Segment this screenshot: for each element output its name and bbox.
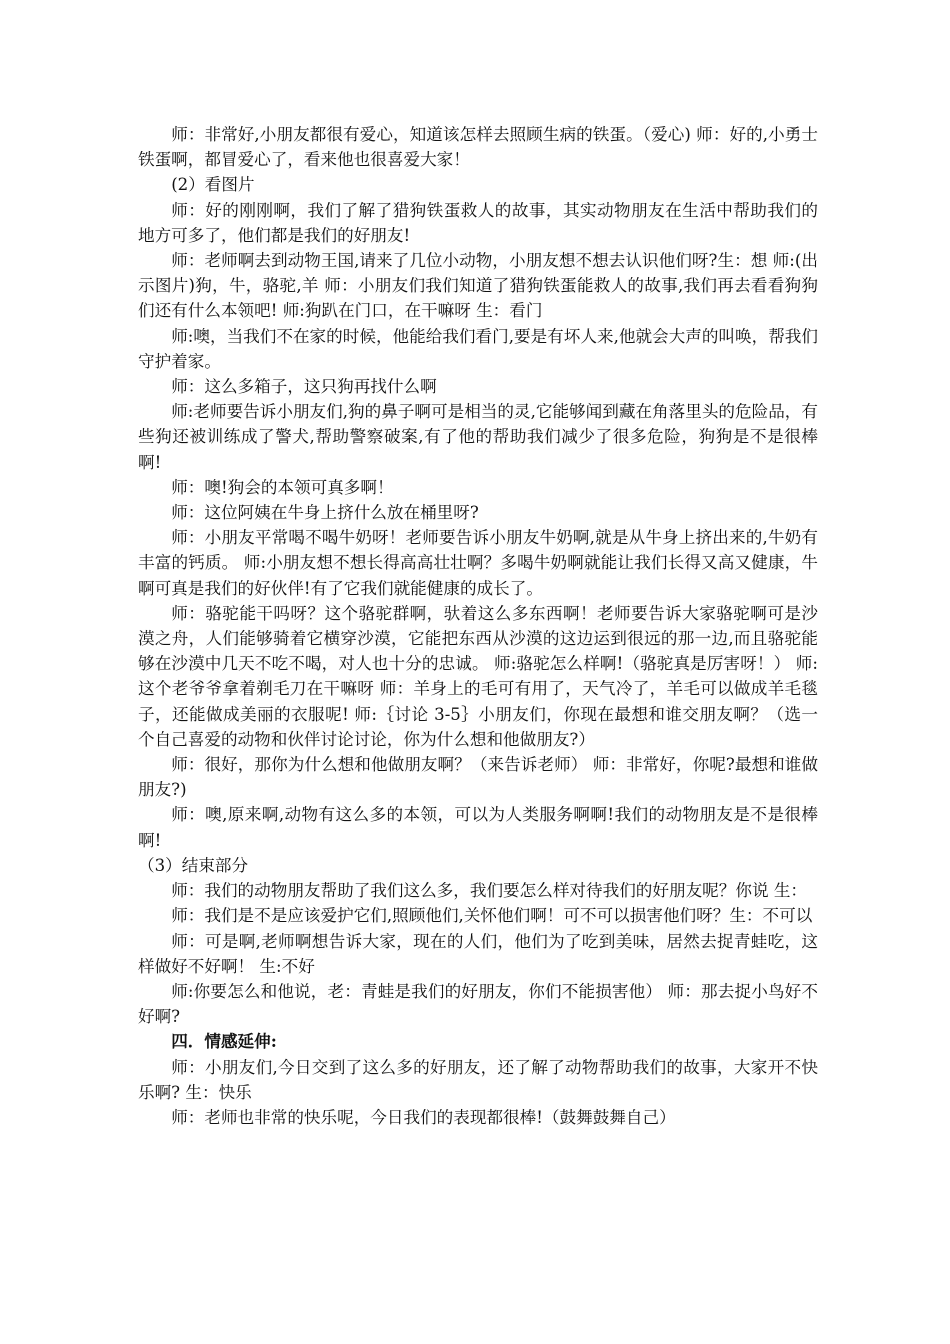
paragraph: 师：可是啊,老师啊想告诉大家，现在的人们，他们为了吃到美味，居然去捉青蛙吃，这样做好不好啊！ 生:不好 (138, 931, 818, 976)
paragraph: 师：小朋友平常喝不喝牛奶呀！老师要告诉小朋友牛奶啊,就是从牛身上挤出来的,牛奶有丰富的钙质。 师:小朋友想不想长得高高壮壮啊？多喝牛奶啊就能让我们长得又高又健康，牛啊可真是我们的好伙伴!有了它我们就能健康的成长了。 (138, 528, 818, 598)
paragraph: 师：噢,原来啊,动物有这么多的本领，可以为人类服务啊啊!我们的动物朋友是不是很棒啊! (138, 805, 818, 850)
section-heading: (2）看图片 (171, 175, 255, 195)
paragraph: 师：好的刚刚啊，我们了解了猎狗铁蛋救人的故事，其实动物朋友在生活中帮助我们的地方可多了，他们都是我们的好朋友! (138, 200, 818, 245)
paragraph: 师：很好，那你为什么想和他做朋友啊？（来告诉老师） 师：非常好，你呢?最想和谁做朋友?) (138, 755, 818, 800)
paragraph: 师：非常好,小朋友都很有爱心，知道该怎样去照顾生病的铁蛋。（爱心) 师：好的,小勇士铁蛋啊，都冒爱心了，看来他也很喜爱大家！ (138, 125, 818, 170)
paragraph: 师：噢!狗会的本领可真多啊！ (171, 477, 394, 497)
section-heading: （3）结束部分 (138, 855, 249, 875)
paragraph: 师：我们的动物朋友帮助了我们这么多，我们要怎么样对待我们的好朋友呢？你说 生： (171, 881, 808, 901)
paragraph: 师：老师啊去到动物王国,请来了几位小动物，小朋友想不想去认识他们呀?生：想 师:(出示图片)狗，牛，骆驼,羊 师：小朋友们我们知道了猎狗铁蛋能救人的故事,我们再去看看狗狗们还有什么本领吧! 师:狗趴在门口，在干嘛呀 生：看门 (138, 251, 818, 321)
section-heading-bold: 四．情感延伸: (171, 1031, 277, 1052)
paragraph: 师：骆驼能干吗呀？这个骆驼群啊，驮着这么多东西啊！老师要告诉大家骆驼啊可是沙漠之舟，人们能够骑着它横穿沙漠，它能把东西从沙漠的这边运到很远的那一边,而且骆驼能够在沙漠中几天不吃不喝，对人也十分的忠诚。 师:骆驼怎么样啊!（骆驼真是厉害呀！） 师:这个老爷爷拿着剃毛刀在干嘛呀 师：羊身上的毛可有用了，天气冷了，羊毛可以做成羊毛毯子，还能做成美丽的衣服呢! 师:｛讨论 3-5｝小朋友们，你现在最想和谁交朋友啊？（选一个自己喜爱的动物和伙伴讨论讨论，你为什么想和他做朋友?） (138, 603, 818, 749)
paragraph: 师：老师也非常的快乐呢，今日我们的表现都很棒!（鼓舞鼓舞自己） (171, 1107, 676, 1127)
paragraph: 师：小朋友们,今日交到了这么多的好朋友，还了解了动物帮助我们的故事，大家开不快乐啊? 生：快乐 (138, 1057, 818, 1102)
paragraph: 师：这位阿姨在牛身上挤什么放在桶里呀? (171, 503, 479, 523)
paragraph: 师：我们是不是应该爱护它们,照顾他们,关怀他们啊！可不可以损害他们呀？生：不可以 (171, 906, 813, 926)
paragraph: 师:你要怎么和他说，老：青蛙是我们的好朋友，你们不能损害他） 师：那去捉小鸟好不好啊? (138, 981, 818, 1027)
document-page (138, 122, 818, 1130)
paragraph: 师:老师要告诉小朋友们,狗的鼻子啊可是相当的灵,它能够闻到藏在角落里头的危险品，有些狗还被训练成了警犬,帮助警察破案,有了他的帮助我们减少了很多危险，狗狗是不是很棒啊! (138, 402, 818, 472)
paragraph: 师:噢，当我们不在家的时候，他能给我们看门,要是有坏人来,他就会大声的叫唤，帮我们守护着家。 (138, 326, 818, 371)
paragraph: 师：这么多箱子，这只狗再找什么啊 (171, 377, 437, 397)
